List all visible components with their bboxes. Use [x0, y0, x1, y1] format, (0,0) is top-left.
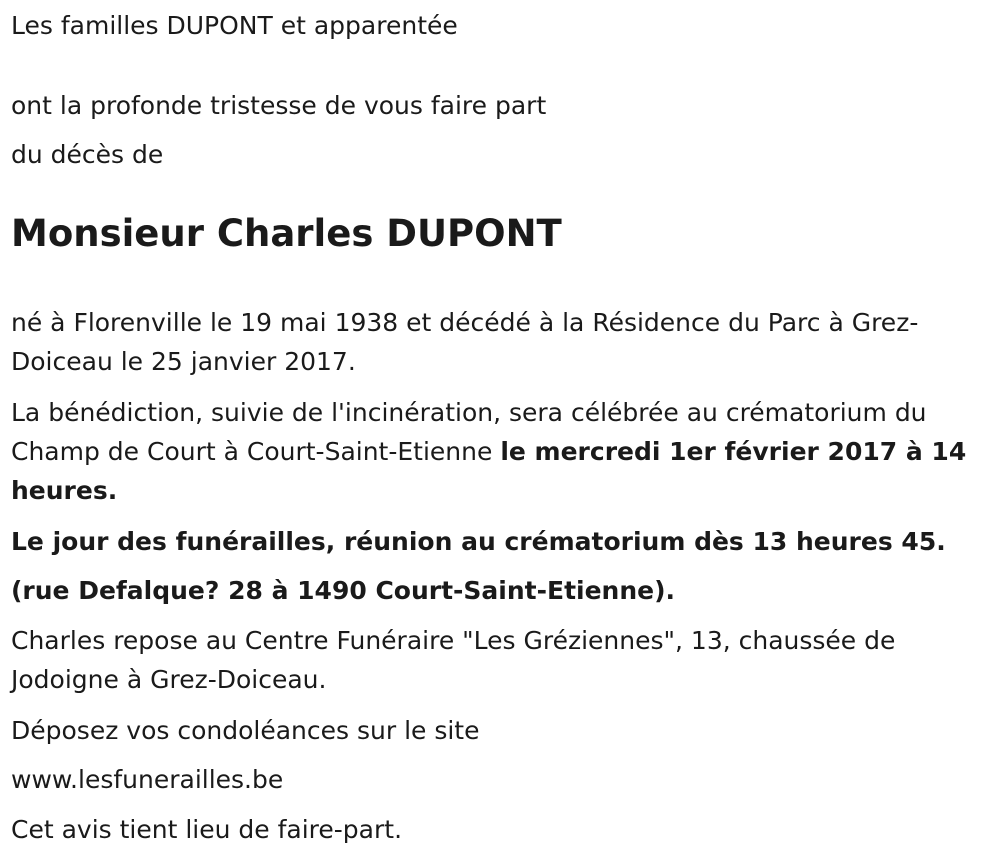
- closing-line: Cet avis tient lieu de faire-part.: [11, 815, 403, 844]
- meeting-line: Le jour des funérailles, réunion au crématorium dès 13 heures 45.: [11, 527, 946, 556]
- families-line: Les familles DUPONT et apparentée: [11, 11, 458, 40]
- condolences-line: Déposez vos condoléances sur le site: [11, 716, 480, 745]
- address-line: (rue Defalque? 28 à 1490 Court-Saint-Etienne).: [11, 576, 676, 605]
- sadness-line: ont la profonde tristesse de vous faire part: [11, 91, 547, 120]
- ceremony-paragraph: [11, 393, 986, 510]
- ceremony-date: le mercredi 1er février 2017 à 14 heures.: [11, 437, 967, 505]
- ceremony-intro: La bénédiction, suivie de l'incinération, sera célébrée au crématorium du Champ de Court à Court-Saint-Etienne: [11, 398, 927, 466]
- death-of-line: du décès de: [11, 140, 164, 169]
- website-link[interactable]: www.lesfunerailles.be: [11, 765, 284, 794]
- birth-death-paragraph: né à Florenville le 19 mai 1938 et décédé à la Résidence du Parc à Grez-Doiceau le 25 janvier 2017.: [11, 308, 919, 376]
- rest-paragraph: Charles repose au Centre Funéraire "Les Gréziennes", 13, chaussée de Jodoigne à Grez-Doiceau.: [11, 626, 896, 694]
- deceased-name: Monsieur Charles DUPONT: [11, 212, 562, 255]
